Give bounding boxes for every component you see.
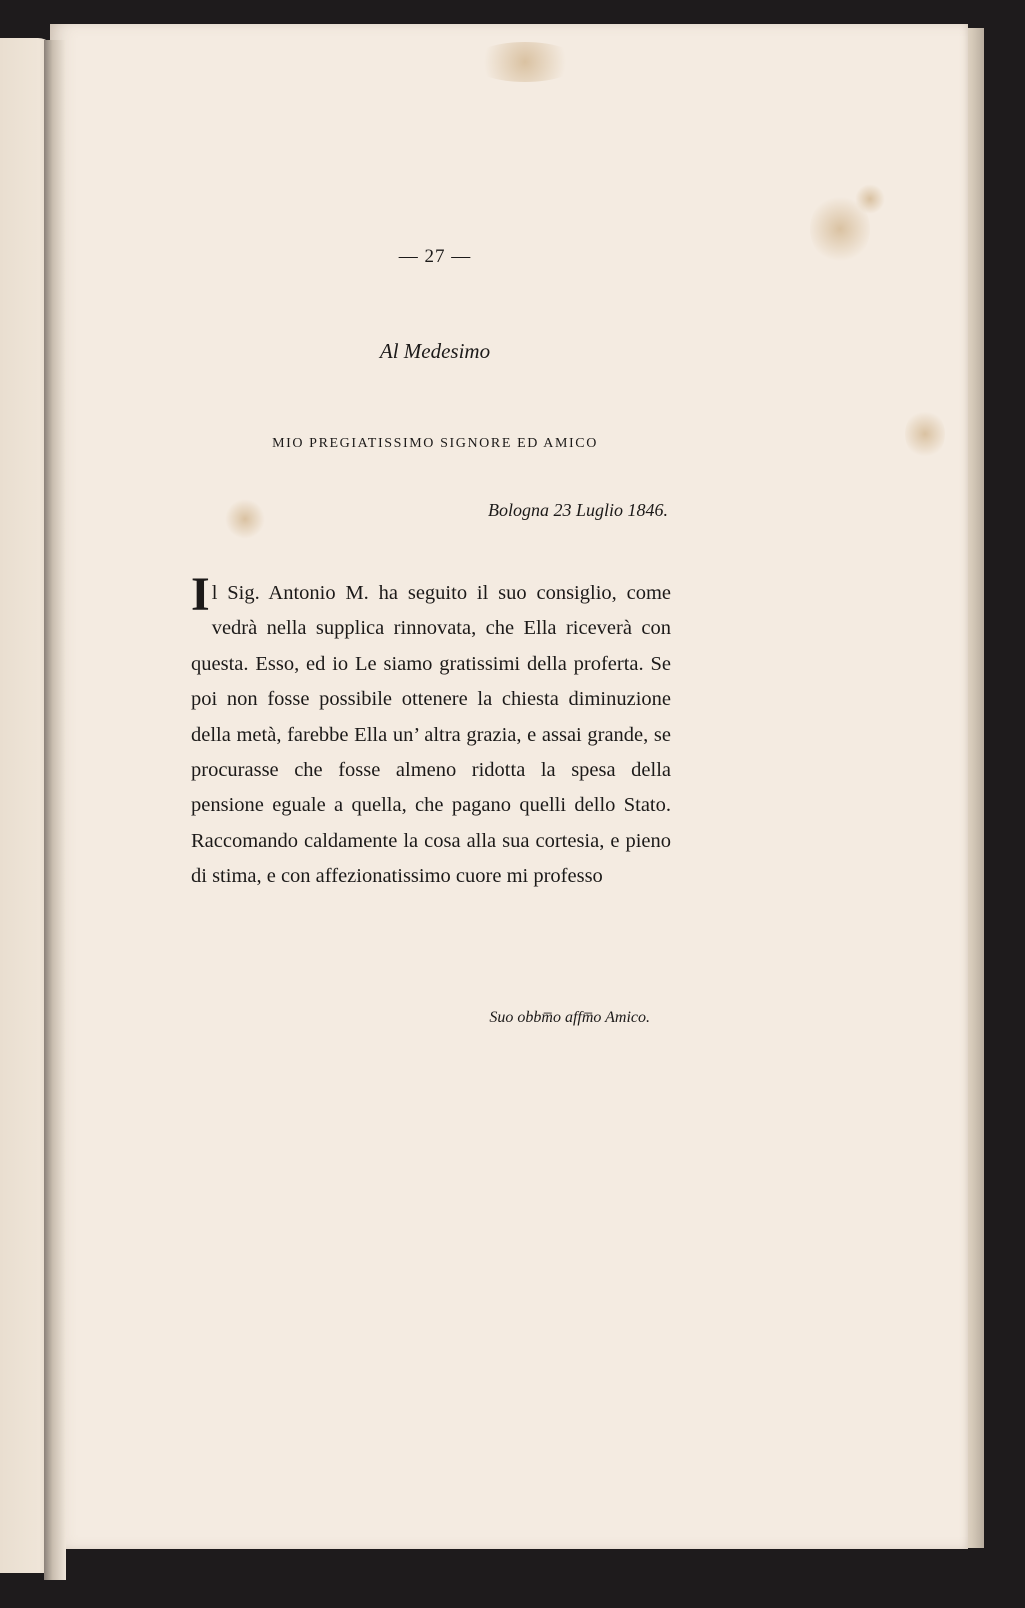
letter-body-text: l Sig. Antonio M. ha seguito il suo consiglio, come vedrà nella supplica rinnovata, che Ella riceverà con questa. Esso, ed io Le siamo gratissimi della proferta. Se poi non fosse possibile ottenere la chiesta diminuzione della metà, farebbe Ella un’ altra grazia, e assai grande, se procurasse che fosse almeno ridotta la spesa della pensione eguale a quella, che pagano quelli dello Stato. Raccomando caldamente la cosa alla sua cortesia, e pieno di stima, e con affezionatissimo cuore mi professo [191, 582, 671, 888]
letter-dateline: Bologna 23 Luglio 1846. [487, 500, 668, 520]
foxing-stain [225, 499, 265, 539]
letter-heading: Al Medesimo [379, 339, 491, 363]
foxing-stain [470, 42, 580, 82]
foxing-stain [905, 409, 945, 459]
letter-salutation: MIO PREGIATISSIMO SIGNORE ED AMICO [272, 436, 598, 451]
drop-cap: I [191, 568, 210, 621]
book-page [50, 24, 968, 1549]
letter-signature: Suo obbm̅o affm̅o Amico. [489, 1009, 650, 1026]
letter-body [191, 568, 671, 895]
foxing-stain [855, 184, 885, 214]
page-number: — 27 — [398, 246, 472, 267]
book-gutter [44, 40, 66, 1580]
